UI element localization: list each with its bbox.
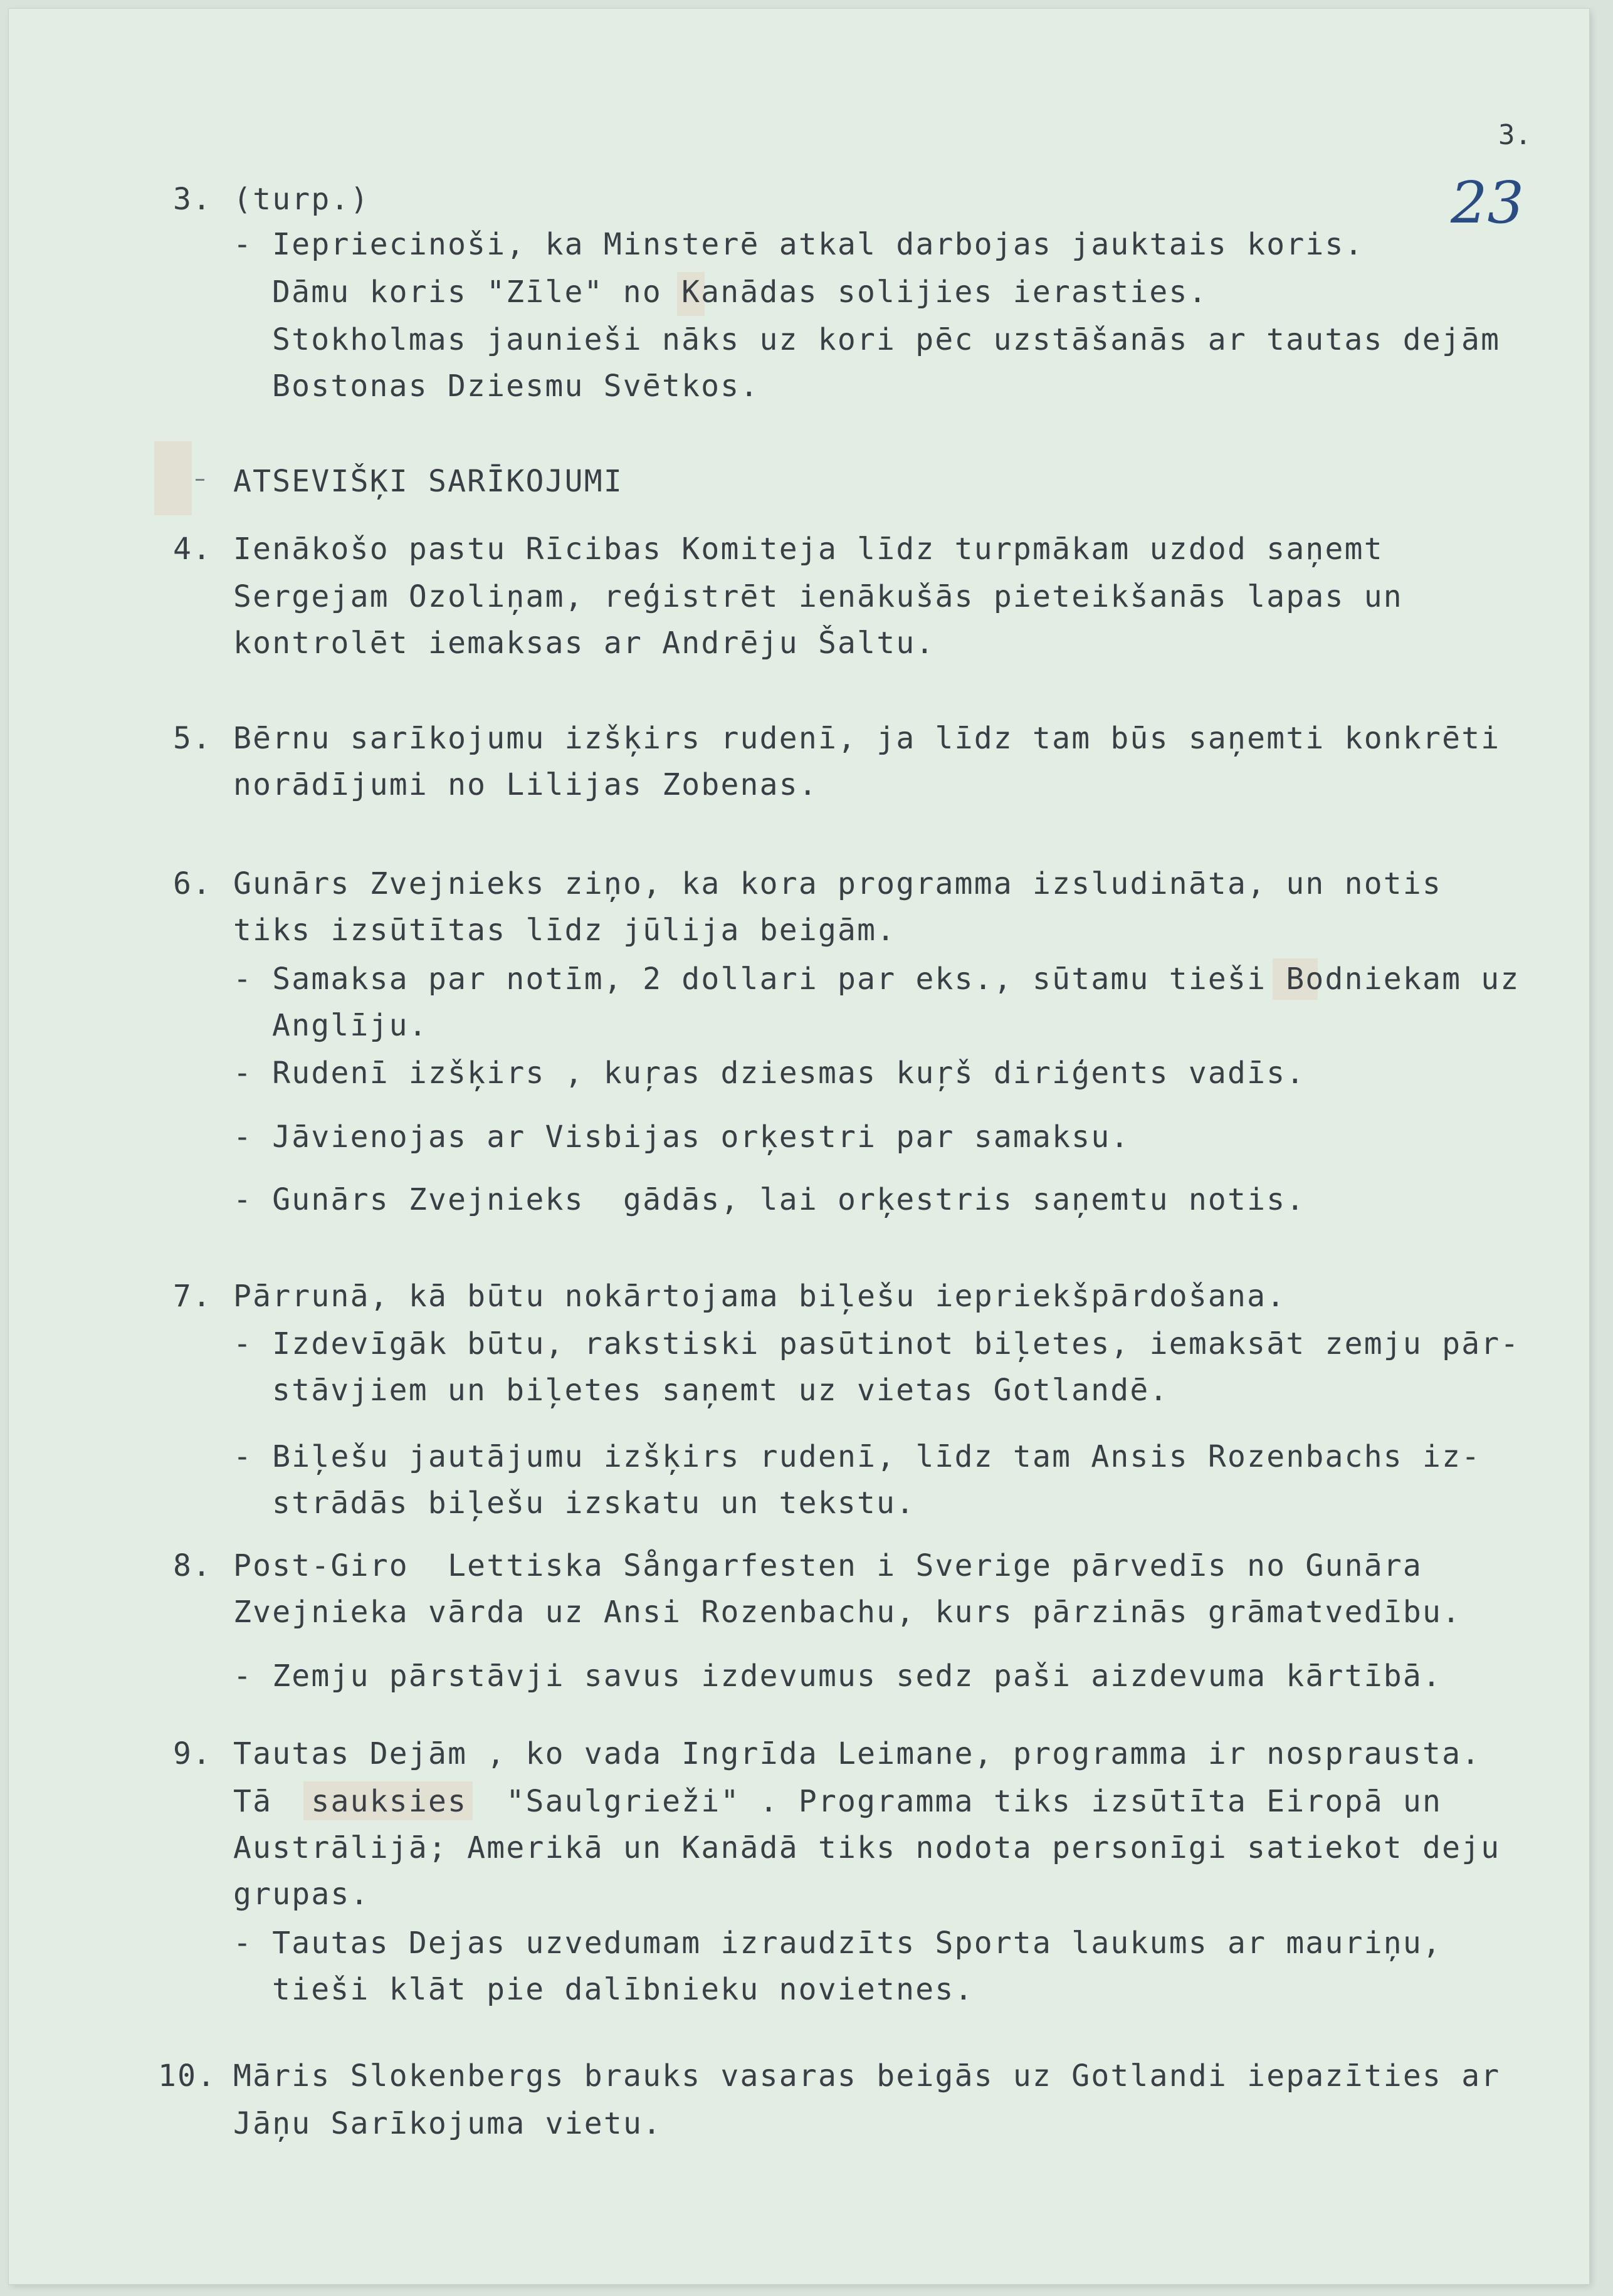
bullet-line: stāvjiem un biļetes saņemt uz vietas Gotlandē. [272, 1373, 1169, 1408]
item-line: kontrolēt iemaksas ar Andrēju Šaltu. [233, 626, 935, 661]
item-line: Austrālijā; Amerikā un Kanādā tiks nodota personīgi satiekot deju [233, 1830, 1501, 1865]
bullet-line: - Gunārs Zvejnieks gādās, lai orķestris saņemtu notis. [233, 1182, 1306, 1217]
bullet-line: - Zemju pārstāvji savus izdevumus sedz paši aizdevuma kārtībā. [233, 1659, 1442, 1694]
item-line: grupas. [233, 1877, 370, 1912]
item-number: 5. [173, 721, 213, 756]
bullet-line: - Iepriecinoši, ka Minsterē atkal darbojas jauktais koris. [233, 227, 1364, 262]
page-number: 3. [1498, 119, 1532, 151]
item-number: 9. [173, 1736, 213, 1771]
margin-mark [196, 479, 204, 481]
item-number: 3. [173, 182, 213, 217]
document-page [9, 9, 1589, 2284]
item-number: 10. [158, 2058, 217, 2094]
bullet-line: Bostonas Dziesmu Svētkos. [272, 369, 760, 404]
item-number: 4. [173, 532, 213, 567]
bullet-line: - Rudenī izšķirs , kuŗas dziesmas kuŗš diriģents vadīs. [233, 1056, 1306, 1091]
item-line: Māris Slokenbergs brauks vasaras beigās uz Gotlandi iepazīties ar [233, 2058, 1501, 2094]
item-line: Zvejnieka vārda uz Ansi Rozenbachu, kurs pārzinās grāmatvedību. [233, 1595, 1462, 1630]
item-line: Tā sauksies "Saulgrieži" . Programma tiks izsūtīta Eiropā un [233, 1784, 1442, 1819]
item-line: Ienākošo pastu Rīcibas Komiteja līdz turpmākam uzdod saņemt [233, 532, 1384, 567]
handwritten-folio-number: 23 [1451, 169, 1525, 236]
item-heading: (turp.) [233, 182, 370, 217]
item-line: Gunārs Zvejnieks ziņo, ka kora programma izsludināta, un notis [233, 866, 1442, 901]
item-line: Pārrunā, kā būtu nokārtojama biļešu iepriekšpārdošana. [233, 1279, 1286, 1314]
bullet-line: Anglīju. [272, 1008, 428, 1043]
item-line: Post-Giro Lettiska Sångarfesten i Sverige pārvedīs no Gunāra [233, 1548, 1423, 1583]
item-line: norādījumi no Lilijas Zobenas. [233, 767, 818, 802]
section-heading: ATSEVIŠĶI SARĪKOJUMI [233, 464, 623, 499]
bullet-line: Dāmu koris "Zīle" no Kanādas solijies ierasties. [272, 275, 1208, 310]
bullet-line: Stokholmas jaunieši nāks uz kori pēc uzstāšanās ar tautas dejām [272, 322, 1501, 357]
bullet-line: strādās biļešu izskatu un tekstu. [272, 1486, 916, 1521]
bullet-line: - Samaksa par notīm, 2 dollari par eks., sūtamu tieši Bodniekam uz [233, 962, 1520, 997]
bullet-line: tieši klāt pie dalībnieku novietnes. [272, 1972, 974, 2007]
bullet-line: - Biļešu jautājumu izšķirs rudenī, līdz tam Ansis Rozenbachs iz- [233, 1439, 1481, 1474]
item-line: Tautas Dejām , ko vada Ingrīda Leimane, programma ir nosprausta. [233, 1736, 1481, 1771]
bullet-line: - Tautas Dejas uzvedumam izraudzīts Sporta laukums ar mauriņu, [233, 1926, 1442, 1961]
item-line: tiks izsūtītas līdz jūlija beigām. [233, 913, 896, 948]
item-line: Jāņu Sarīkojuma vietu. [233, 2106, 663, 2141]
item-number: 8. [173, 1548, 213, 1583]
tape-remnant [154, 441, 192, 515]
item-number: 6. [173, 866, 213, 901]
item-line: Sergejam Ozoliņam, reģistrēt ienākušās pieteikšanās lapas un [233, 579, 1403, 614]
item-number: 7. [173, 1279, 213, 1314]
item-line: Bērnu sarīkojumu izšķirs rudenī, ja līdz tam būs saņemti konkrēti [233, 721, 1501, 756]
bullet-line: - Izdevīgāk būtu, rakstiski pasūtinot biļetes, iemaksāt zemju pār- [233, 1326, 1520, 1361]
bullet-line: - Jāvienojas ar Visbijas orķestri par samaksu. [233, 1119, 1130, 1155]
